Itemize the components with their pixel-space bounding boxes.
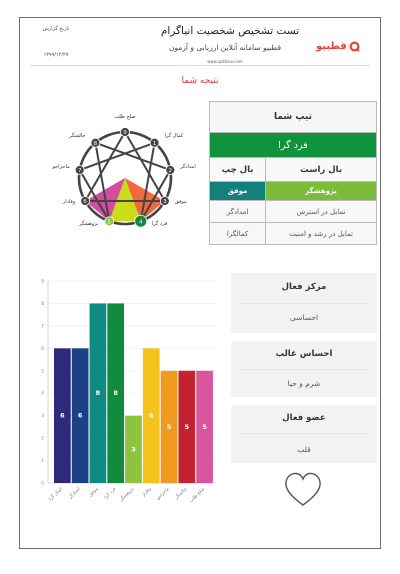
type-scores-chart [28,273,220,511]
enneagram-node-number: 5 [107,219,112,226]
report-subtitle: قطبیو سامانه آنلاین ارزیابی و آزمون [168,43,282,52]
report-date-label: تاریخ گزارش [42,26,70,32]
active-center-value: احساسی [289,313,319,322]
growth-tendency-value: کمالگرا [210,223,266,245]
dominant-feeling-value: شرم و حیا [287,379,321,388]
active-center-title: مرکز فعال [281,282,327,292]
bar-value-label: 5 [202,422,207,431]
x-category-label: چالشگر [174,486,189,501]
x-category-label: موفق [88,486,100,498]
bar-value-label: 5 [184,422,190,431]
enneagram-label: ماجراجو [52,164,70,171]
enneagram-node-number: 7 [77,168,82,175]
left-wing-label: بال چپ [210,158,266,182]
bar-value-label: 6 [77,411,83,420]
y-tick-label: 2 [41,436,44,442]
enneagram-node-number: 3 [163,199,167,206]
report-title: تست تشخیص شخصیت انیاگرام [160,25,300,37]
y-tick-label: 4 [41,391,44,397]
y-tick-label: 1 [41,459,44,465]
active-organ-card [231,405,377,463]
enneagram-node-number: 1 [152,140,157,147]
enneagram-node-number: 6 [83,199,87,206]
y-tick-label: 7 [41,324,44,330]
enneagram-node-number: 9 [123,130,127,137]
enneagram-label: صلح طلب [114,114,136,120]
x-category-label: صلح طلب [188,486,206,504]
x-category-label: وفادار [141,486,153,499]
report-page [19,17,381,549]
personality-type-table [209,101,377,245]
y-tick-label: 5 [41,369,44,375]
brand-logo [316,38,360,54]
x-category-label: امدادگر [68,486,82,501]
card-divider [239,433,369,434]
bar-value-label: 8 [113,389,118,398]
y-tick-label: 0 [41,481,44,487]
bar-value-label: 8 [95,389,101,398]
type-heading: تیپ شما [210,102,377,133]
enneagram-node-number: 4 [138,219,143,226]
stress-tendency-value: امدادگر [210,201,266,223]
dominant-feeling-card [231,341,377,397]
heart-icon [283,470,323,510]
x-category-label: کمال گرا [48,486,64,503]
right-wing-value: پژوهشگر [266,182,377,201]
x-category-label: ماجراجو [156,486,171,502]
right-wing-label: بال راست [266,158,377,182]
active-center-card [231,273,377,333]
x-category-label: فرد گرا [103,486,118,501]
bar-value-label: 6 [148,411,154,420]
y-tick-label: 8 [41,301,44,307]
site-url: www.qotbioo.com [207,59,243,64]
card-divider [239,369,369,370]
bar-value-label: 3 [131,445,136,454]
dominant-feeling-title: احساس غالب [275,349,333,359]
enneagram-diagram [52,112,196,242]
enneagram-label: امدادگر [180,164,196,171]
bar-value-label: 6 [60,411,65,420]
enneagram-label: وفادار [62,199,76,205]
bar-value-label: 5 [166,422,172,431]
enneagram-label: پژوهشگر [79,221,99,228]
y-tick-label: 9 [41,279,44,285]
x-category-label: پژوهشگر [119,486,135,503]
result-title: نتیجه شما [181,76,219,86]
report-date: ۱۳۹۹/۱۲/۲۷ [43,52,69,58]
stress-tendency-label: تمایل در استرس [266,201,377,223]
logo-icon [349,41,360,52]
left-wing-value: موفق [210,182,266,201]
card-divider [239,303,369,304]
enneagram-node-number: 2 [168,168,173,175]
enneagram-label: کمال گرا [164,132,184,139]
active-organ-title: عضو فعال [282,413,326,423]
enneagram-label: چالشگر [69,132,86,139]
active-organ-value: قلب [297,445,311,454]
growth-tendency-label: تمایل در رشد و امنیت [266,223,377,245]
enneagram-label: موفق [174,199,187,205]
header-divider [30,65,370,66]
y-tick-label: 3 [41,414,44,420]
enneagram-node-number: 8 [93,140,98,147]
y-tick-label: 6 [41,346,44,352]
enneagram-label: فرد گرا [151,221,168,228]
main-type: فرد گرا [210,133,377,158]
logo-text: قطبیو [316,40,347,52]
